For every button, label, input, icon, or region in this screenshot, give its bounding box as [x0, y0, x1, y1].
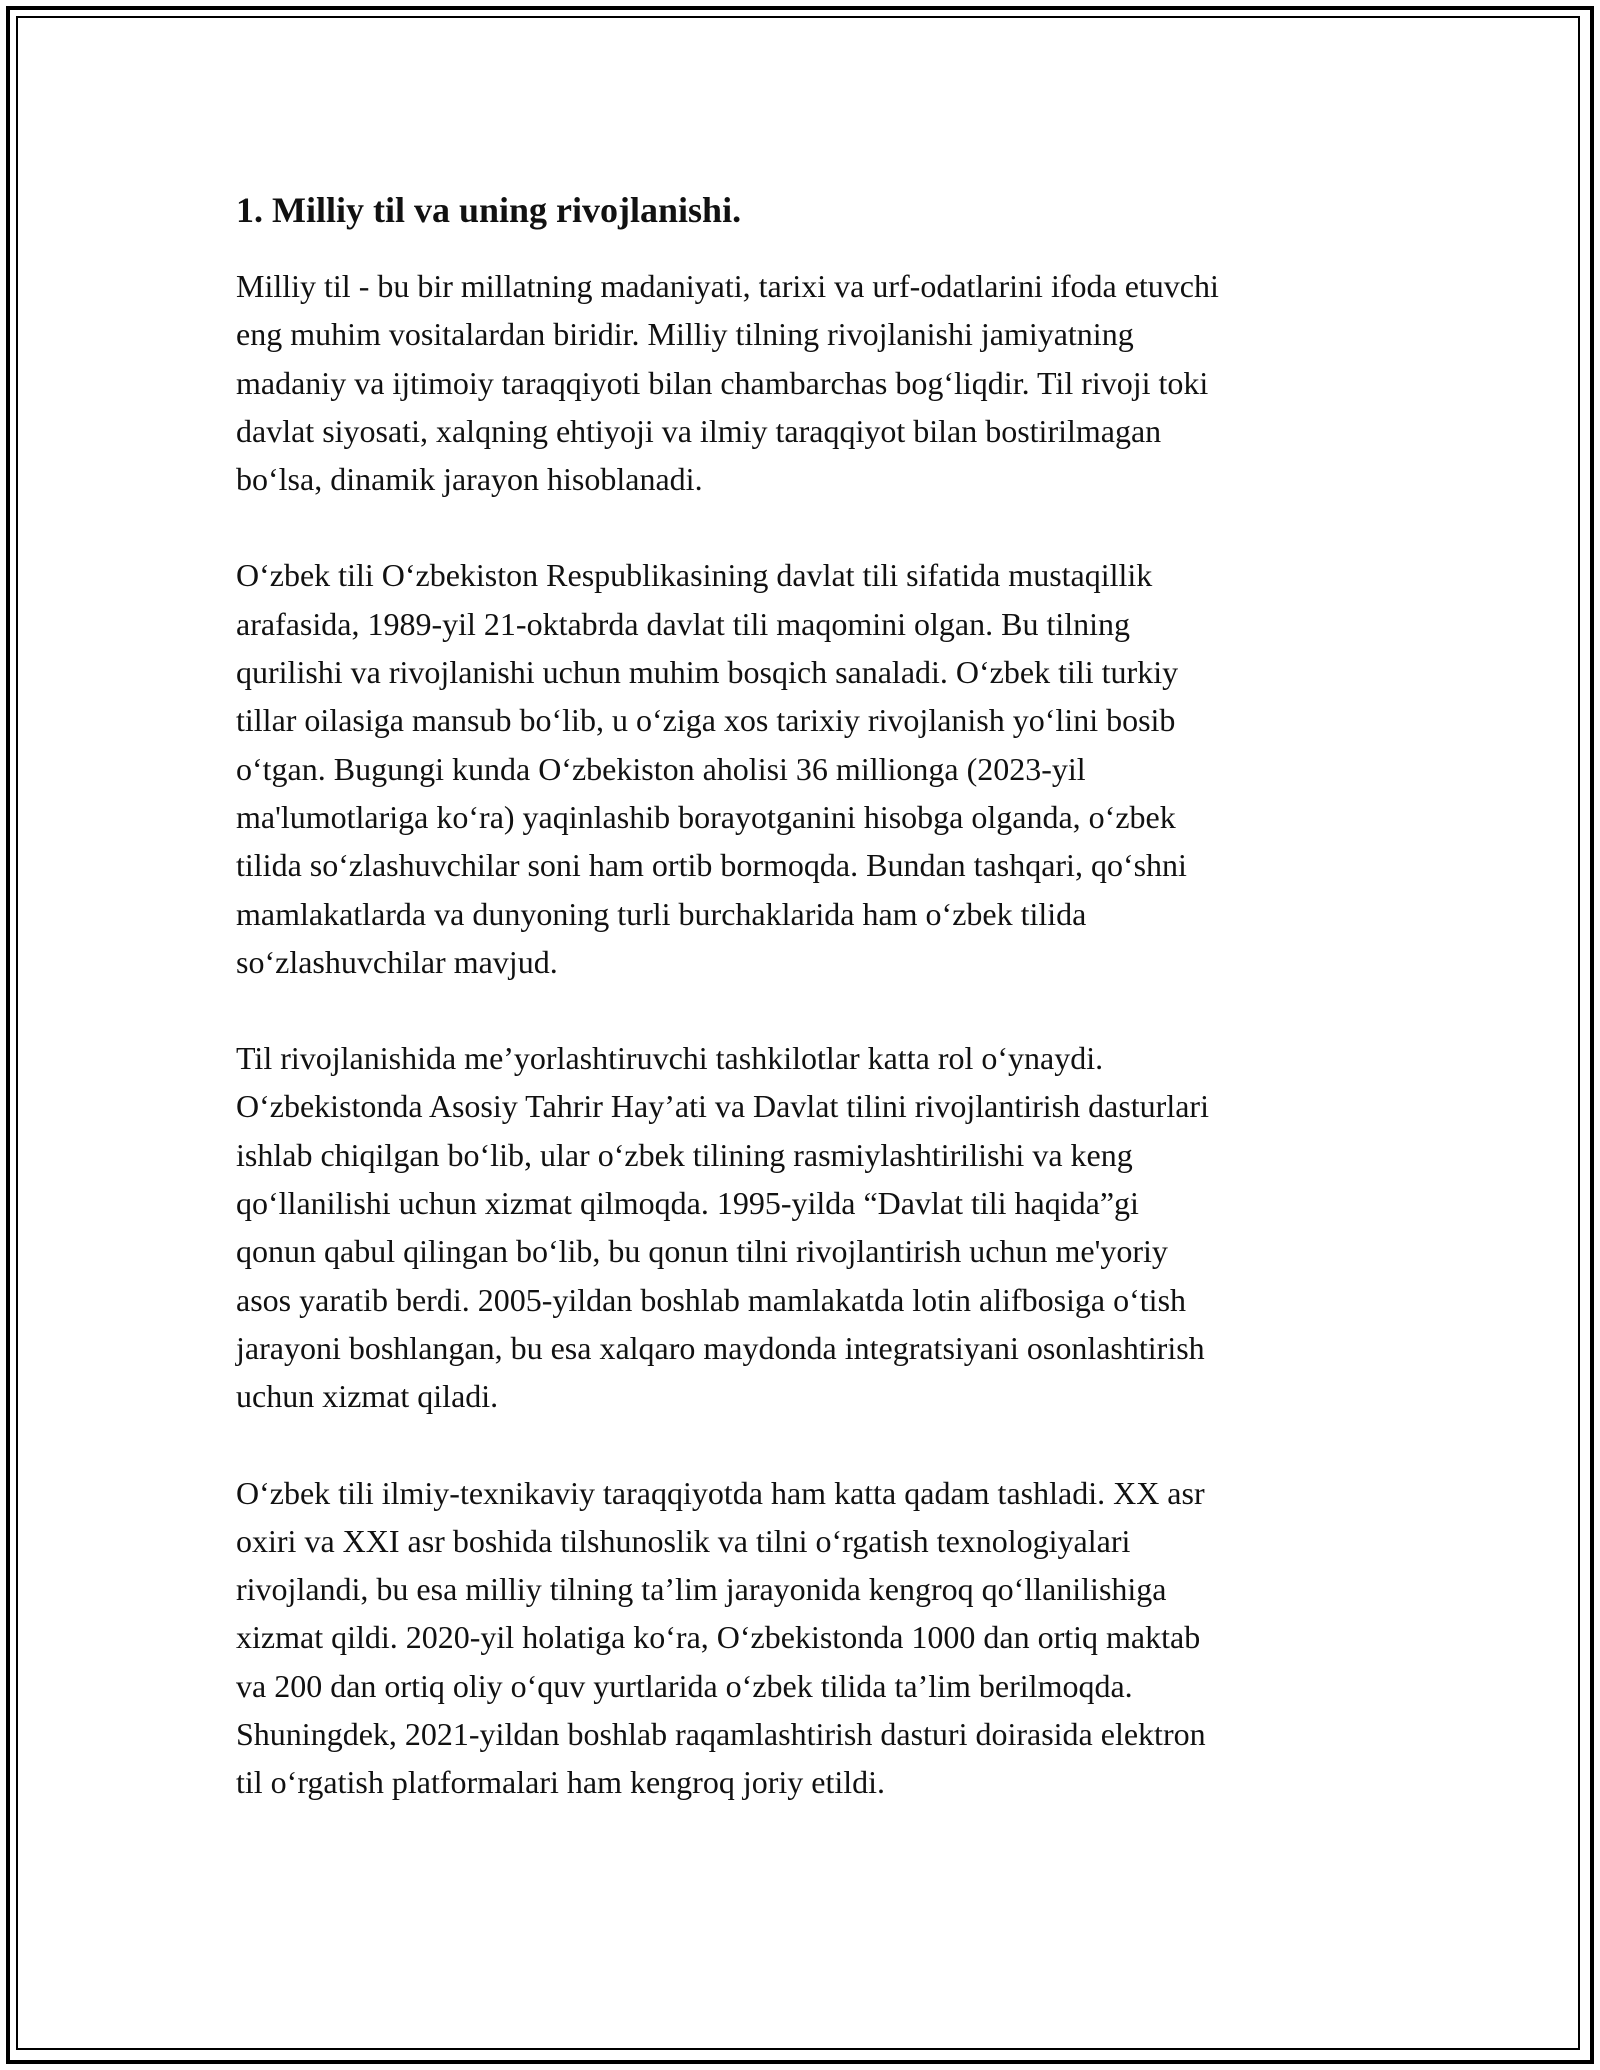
text-line: til oʻrgatish platformalari ham kengroq joriy etildi. — [236, 1764, 886, 1801]
text-line: jarayoni boshlangan, bu esa xalqaro maydonda integratsiyani osonlashtirish — [236, 1329, 1205, 1366]
section-heading: 1. Milliy til va uning rivojlanishi. — [236, 190, 742, 230]
text-line: xizmat qildi. 2020-yil holatiga koʻra, Oʻzbekistonda 1000 dan ortiq maktab — [236, 1619, 1201, 1656]
text-line: boʻlsa, dinamik jarayon hisoblanadi. — [236, 461, 703, 498]
paragraph-2 — [236, 551, 1396, 986]
text-line: tillar oilasiga mansub boʻlib, u oʻziga xos tarixiy rivojlanish yoʻlini bosib — [236, 702, 1176, 739]
text-line: ma'lumotlariga koʻra) yaqinlashib borayotganini hisobga olganda, oʻzbek — [236, 798, 1176, 835]
text-line: qurilishi va rivojlanishi uchun muhim bosqich sanaladi. Oʻzbek tili turkiy — [236, 654, 1179, 691]
text-line: oxiri va XXI asr boshida tilshunoslik va tilni oʻrgatish texnologiyalari — [236, 1522, 1131, 1559]
text-line: rivojlandi, bu esa milliy tilning ta’lim jarayonida kengroq qoʻllanilishiga — [236, 1571, 1167, 1608]
text-line: madaniy va ijtimoiy taraqqiyoti bilan chambarchas bogʻliqdir. Til rivoji toki — [236, 364, 1209, 401]
text-line: davlat siyosati, xalqning ehtiyoji va ilmiy taraqqiyot bilan bostirilmagan — [236, 412, 1162, 449]
text-line: asos yaratib berdi. 2005-yildan boshlab mamlakatda lotin alifbosiga oʻtish — [236, 1281, 1187, 1318]
text-line: tilida soʻzlashuvchilar soni ham ortib bormoqda. Bundan tashqari, qoʻshni — [236, 847, 1187, 884]
text-line: qoʻllanilishi uchun xizmat qilmoqda. 1995-yilda “Davlat tili haqida”gi — [236, 1185, 1139, 1222]
document-page — [236, 188, 1396, 1855]
text-line: qonun qabul qilingan boʻlib, bu qonun tilni rivojlantirish uchun me'yoriy — [236, 1233, 1168, 1270]
text-line: Til rivojlanishida me’yorlashtiruvchi tashkilotlar katta rol oʻynaydi. — [236, 1040, 1104, 1077]
text-line: Oʻzbek tili ilmiy-texnikaviy taraqqiyotda ham katta qadam tashladi. XX asr — [236, 1474, 1205, 1511]
text-line: uchun xizmat qiladi. — [236, 1378, 499, 1415]
text-line: ishlab chiqilgan boʻlib, ular oʻzbek tilining rasmiylashtirilishi va keng — [236, 1136, 1133, 1173]
text-line: Oʻzbek tili Oʻzbekiston Respublikasining davlat tili sifatida mustaqillik — [236, 557, 1153, 594]
text-line: oʻtgan. Bugungi kunda Oʻzbekiston aholisi 36 millionga (2023-yil — [236, 750, 1086, 787]
text-line: arafasida, 1989-yil 21-oktabrda davlat tili maqomini olgan. Bu tilning — [236, 605, 1131, 642]
text-line: eng muhim vositalardan biridir. Milliy tilning rivojlanishi jamiyatning — [236, 316, 1134, 353]
paragraph-1 — [236, 262, 1396, 503]
text-line: Shuningdek, 2021-yildan boshlab raqamlashtirish dasturi doirasida elektron — [236, 1716, 1206, 1753]
text-line: va 200 dan ortiq oliy oʻquv yurtlarida oʻzbek tilida ta’lim berilmoqda. — [236, 1667, 1133, 1704]
paragraph-4 — [236, 1469, 1396, 1807]
text-line: soʻzlashuvchilar mavjud. — [236, 943, 558, 980]
text-line: mamlakatlarda va dunyoning turli burchaklarida ham oʻzbek tilida — [236, 895, 1087, 932]
paragraph-3 — [236, 1034, 1396, 1420]
text-line: Milliy til - bu bir millatning madaniyati, tarixi va urf-odatlarini ifoda etuvchi — [236, 268, 1219, 304]
text-line: Oʻzbekistonda Asosiy Tahrir Hay’ati va Davlat tilini rivojlantirish dasturlari — [236, 1088, 1209, 1125]
